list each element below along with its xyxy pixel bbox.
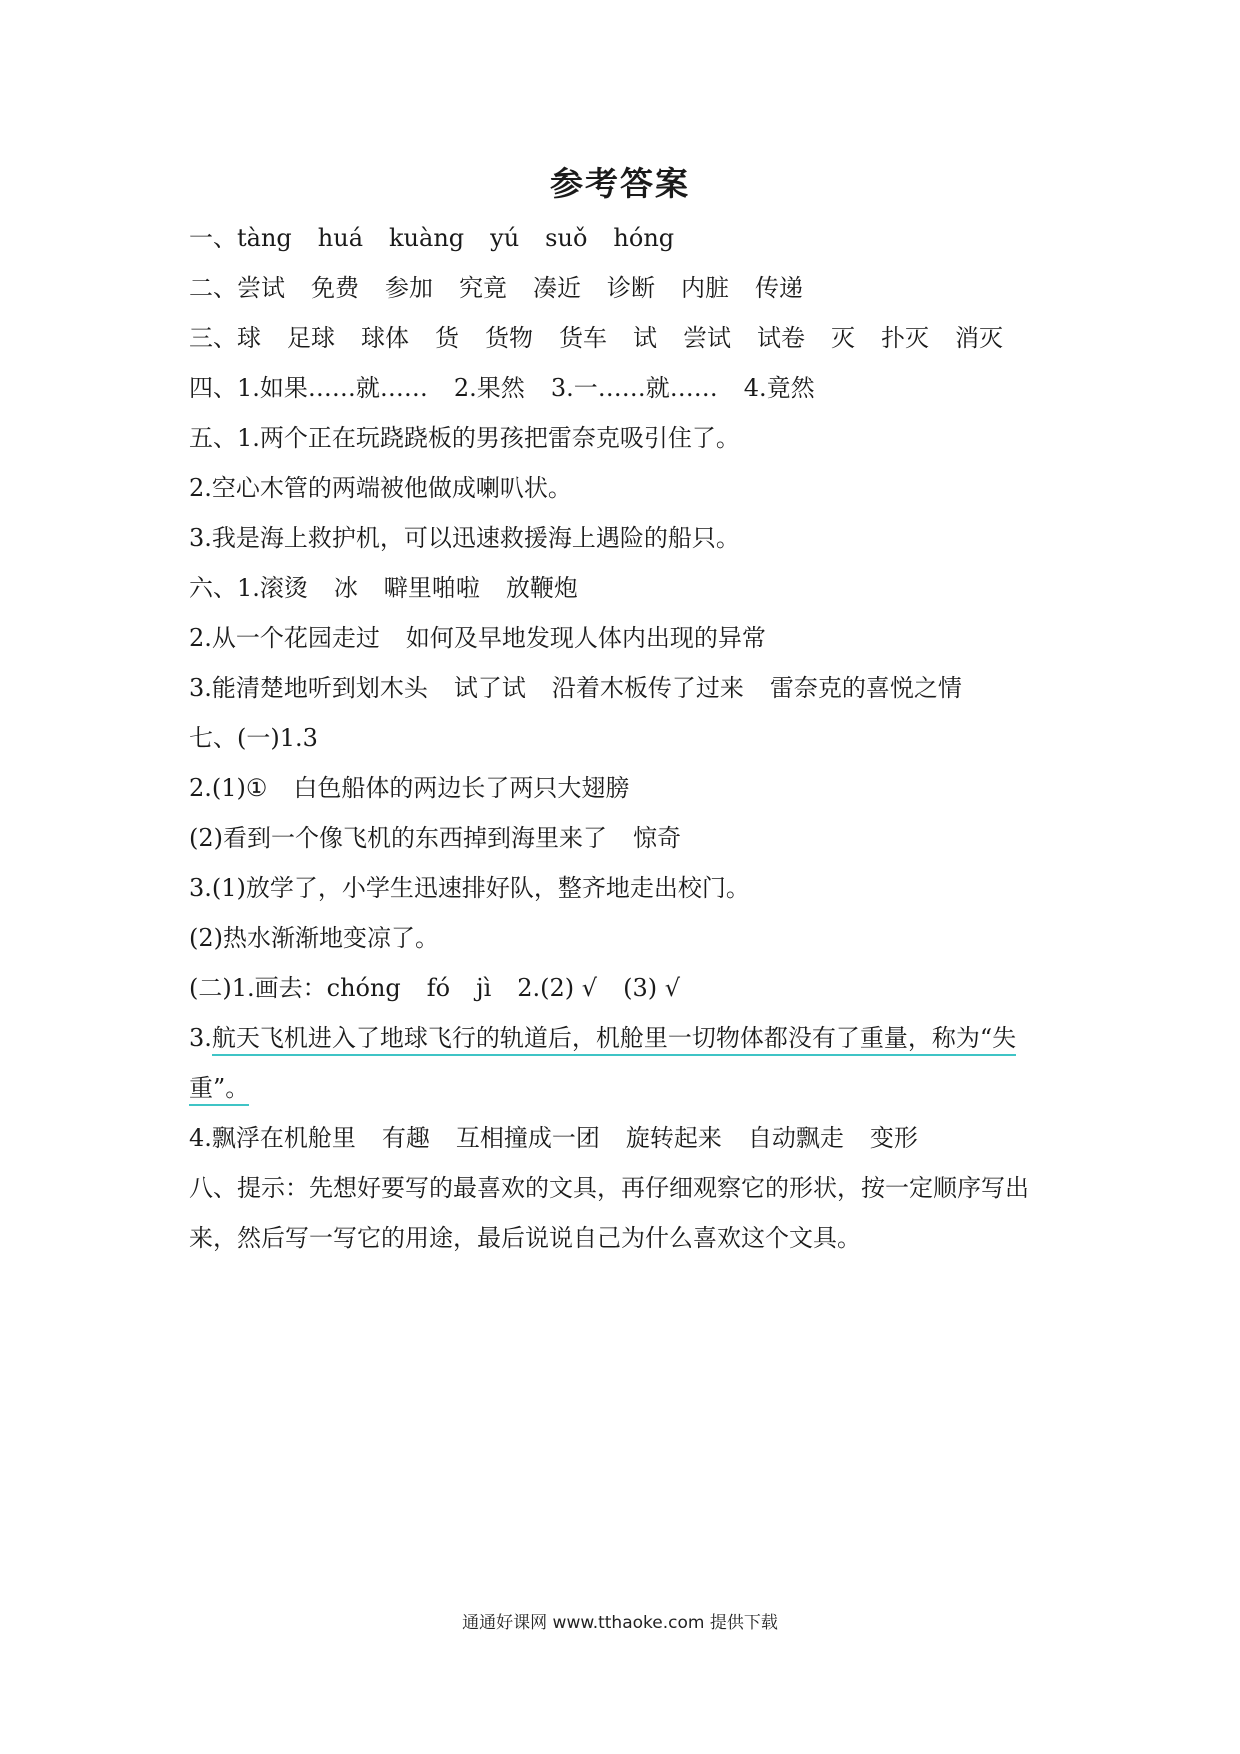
answer-item: fó: [426, 974, 451, 1002]
answer-item: 自动飘走: [747, 1124, 844, 1152]
section-3: [189, 313, 1069, 363]
section-7-line-4: 3.(1)放学了，小学生迅速排好队，整齐地走出校门。: [189, 874, 750, 902]
answer-text: 白色船体的两边长了两只大翅膀: [293, 774, 630, 802]
answer-item: 互相撞成一团: [455, 1124, 600, 1152]
section-4: [189, 363, 1069, 413]
section-5-line-1: 五、1.两个正在玩跷跷板的男孩把雷奈克吸引住了。: [189, 424, 740, 452]
word-item: 球: [237, 324, 261, 352]
section-8: 八、提示：先想好要写的最喜欢的文具，再仔细观察它的形状，按一定顺序写出来，然后写一写它的用途，最后说说自己为什么喜欢这个文具。: [189, 1174, 1029, 1252]
section-2-prefix: 二、: [189, 274, 237, 302]
answer-item: 冰: [333, 574, 358, 602]
word-item: 货: [435, 324, 459, 352]
answer-item: 飘浮在机舱里: [211, 1124, 356, 1152]
word-item: 扑灭: [881, 324, 929, 352]
item-prefix: 4.: [189, 1124, 212, 1152]
pinyin-item: kuàng: [389, 224, 465, 252]
section-1-prefix: 一、: [189, 224, 237, 252]
answer-item: 2.果然: [453, 374, 525, 402]
word-item: 灭: [831, 324, 855, 352]
word-item: 究竟: [459, 274, 507, 302]
answer-item: 沿着木板传了过来: [551, 674, 744, 702]
word-item: 诊断: [607, 274, 655, 302]
answer-item: 旋转起来: [625, 1124, 722, 1152]
item-prefix: (二)1.画去：: [189, 974, 327, 1002]
answer-item: 有趣: [381, 1124, 430, 1152]
section-6-line-1: [189, 563, 1069, 613]
word-item: 货物: [485, 324, 533, 352]
answer-item: 4.竟然: [743, 374, 815, 402]
section-7-line-5: (2)热水渐渐地变凉了。: [189, 924, 439, 952]
section-5-line-2: 2.空心木管的两端被他做成喇叭状。: [189, 474, 572, 502]
word-item: 货车: [559, 324, 607, 352]
word-item: 尝试: [237, 274, 285, 302]
word-item: 免费: [311, 274, 359, 302]
answer-text: 惊奇: [633, 824, 681, 852]
section-4-prefix: 四、: [189, 374, 237, 402]
answer-item: 变形: [869, 1124, 918, 1152]
footer-text: 通通好课网 www.tthaoke.com 提供下载: [462, 1613, 778, 1633]
word-item: 传递: [755, 274, 803, 302]
item-prefix: 2.: [189, 624, 212, 652]
answer-item: 能清楚地听到划木头: [211, 674, 428, 702]
answer-item: 放鞭炮: [505, 574, 578, 602]
section-7-line-7: [189, 1013, 1069, 1113]
section-6-line-3: [189, 663, 1069, 713]
section-2: [189, 263, 1069, 313]
pinyin-item: suǒ: [545, 224, 588, 252]
answer-item: jì: [476, 974, 492, 1002]
word-item: 球体: [361, 324, 409, 352]
answer-item: 试了试: [453, 674, 526, 702]
section-1: [189, 213, 1069, 263]
item-prefix: 3.: [189, 674, 212, 702]
word-item: 足球: [287, 324, 335, 352]
section-7-line-3: [189, 813, 1069, 863]
answer-item: chóng: [326, 974, 401, 1002]
answer-item: 2.(2) √: [517, 974, 598, 1002]
answer-item: 如何及早地发现人体内出现的异常: [405, 624, 766, 652]
answer-item: 1.如果……就……: [237, 374, 428, 402]
word-item: 参加: [385, 274, 433, 302]
answer-item: 滚烫: [259, 574, 308, 602]
word-item: 试: [633, 324, 657, 352]
item-prefix: 3.: [189, 1024, 212, 1052]
answer-item: (3) √: [623, 974, 681, 1002]
page-title: 参考答案: [550, 164, 690, 203]
answer-item: 从一个花园走过: [211, 624, 380, 652]
item-prefix: 2.(1)①: [189, 774, 268, 802]
word-item: 消灭: [955, 324, 1003, 352]
word-item: 试卷: [757, 324, 805, 352]
answer-item: 噼里啪啦: [383, 574, 480, 602]
word-item: 凑近: [533, 274, 581, 302]
section-6-line-2: [189, 613, 1069, 663]
answer-item: 3.一……就……: [550, 374, 718, 402]
section-3-prefix: 三、: [189, 324, 237, 352]
pinyin-item: tàng: [237, 224, 292, 252]
section-7-line-2: [189, 763, 1069, 813]
underlined-answer: 航天飞机进入了地球飞行的轨道后，机舱里一切物体都没有了重量，称为“失重”。: [189, 1024, 1016, 1106]
answer-content: [189, 213, 1069, 1263]
word-item: 内脏: [681, 274, 729, 302]
section-5-line-3: 3.我是海上救护机，可以迅速救援海上遇险的船只。: [189, 524, 740, 552]
pinyin-item: hóng: [613, 224, 675, 252]
section-7-line-6: [189, 963, 1069, 1013]
answer-item: 雷奈克的喜悦之情: [769, 674, 962, 702]
word-item: 尝试: [683, 324, 731, 352]
pinyin-item: huá: [317, 224, 364, 252]
item-prefix: (2)看到一个像飞机的东西掉到海里来了: [189, 824, 607, 852]
section-7-line-1: 七、(一)1.3: [189, 724, 318, 752]
section-6-prefix: 六、1.: [189, 574, 260, 602]
pinyin-item: yú: [490, 224, 520, 252]
section-7-line-8: [189, 1113, 1069, 1163]
